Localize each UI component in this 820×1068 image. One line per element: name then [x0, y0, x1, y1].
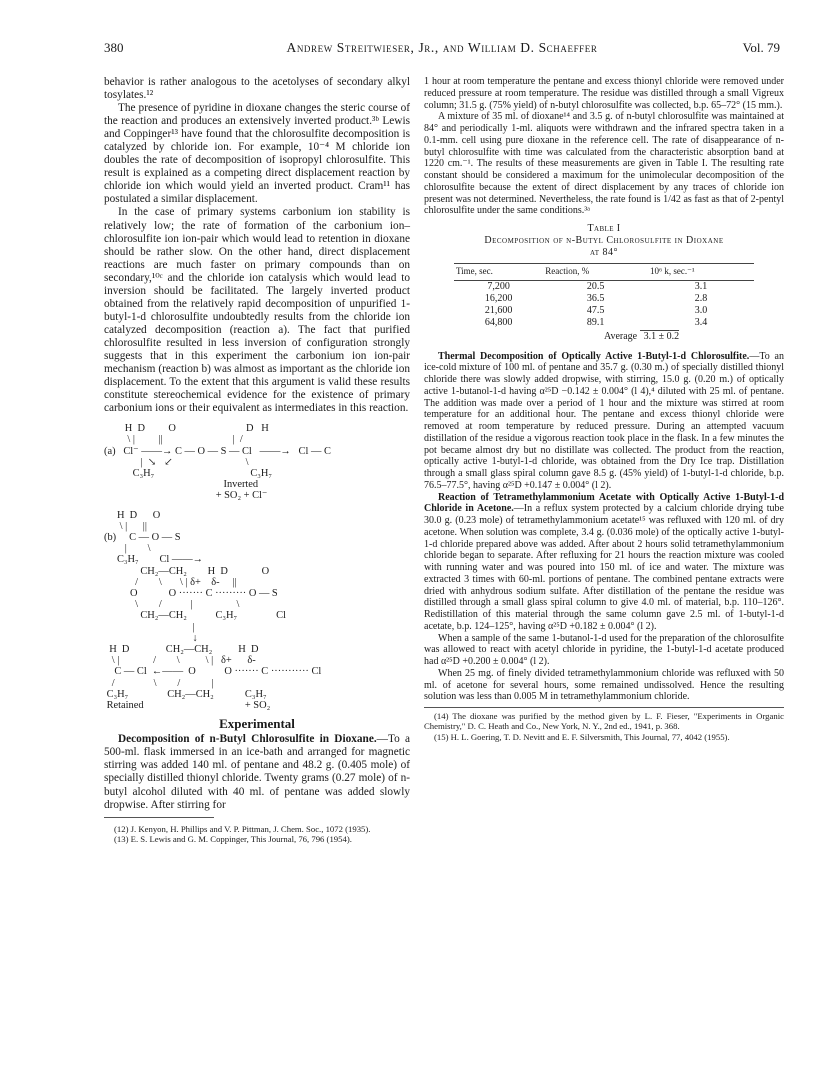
- paragraph: behavior is rather analogous to the acetolyses of secondary alkyl tosylates.¹²: [104, 76, 410, 102]
- table-caption: Decomposition of n-Butyl Chlorosulfite in Dioxane: [484, 235, 724, 246]
- paragraph-text: —In a reflux system protected by a calcium chloride drying tube 30.0 g. (0.23 mole) of tetramethylammonium acetate¹⁵ was refluxed with 120 ml. of dry acetone. When solution was complete, 3.4 g. (0.036 mole) of the optically active 1-butyl-1-d chloride prepared above was added. After about 2 hours solid tetramethylammonium chloride began to separate. After refluxing for 21 hours the reaction mixture was cooled with running water and was poured into 150 ml. of ice and water. The mixture was extracted 3 times with 60-ml. portions of pentane. The combined pentane extracts were dried with anhydrous sodium sulfate. After distillation of the pentane the residue was distilled through a small glass spiral column to give 4.0 ml. of material, b.p. 110–126°. Redistillation of this material through the same column gave 2.5 ml. of 1-butyl-1-d acetate, b.p. 124–125°, having α²⁵D +0.182 ± 0.004° (l 2).: [424, 503, 784, 632]
- average-value: 3.1 ± 0.2: [640, 330, 680, 342]
- footnote: (12) J. Kenyon, H. Phillips and V. P. Pittman, J. Chem. Soc., 1072 (1935).: [114, 823, 371, 834]
- reaction-scheme-b: [104, 510, 410, 712]
- footnote-rule: [104, 817, 214, 818]
- column-header: Time, sec.: [454, 264, 543, 281]
- paragraph-heading: Reaction of Tetramethylammonium Acetate with Optically Active 1-Butyl-1-d Chloride in Acetone.: [424, 491, 784, 515]
- paragraph: The presence of pyridine in dioxane changes the steric course of the reaction and produces an extensively inverted product.³ᵇ Lewis and Coppinger¹³ have found that the chlorosulfite decomposition is catalyzed by chloride ion. For example, 10⁻⁴ M chloride ion doubles the rate of decomposition of isopropyl chlorosulfite. This result is explained as a competing direct displacement reaction by chloride ion which would yield an inverted product. Cram¹¹ has postulated a similar displacement.: [104, 102, 410, 206]
- section-title: Experimental: [219, 716, 295, 732]
- table-cell: 3.0: [694, 304, 708, 316]
- running-header: [104, 40, 780, 58]
- table-cell: 3.4: [694, 316, 708, 328]
- paragraph: A mixture of 35 ml. of dioxane¹⁴ and 3.5 g. of n-butyl chlorosulfite was maintained at 84° and periodically 1-ml. aliquots were withdrawn and the infrared spectra taken in a 0.1-mm. cell using pure dioxane in the reference cell. The rate of disappearance of n-butyl chlorosulfite with time was calculated from the characteristic absorption band at 1220 cm.⁻¹. The results of these measurements are given in Table I. The resulting rate constant should be considered a maximum for the unimolecular decomposition of the chlorosulfite because the extent of direct displacement by any traces of chloride ion present was not determined. Nevertheless, the rate found is 1/42 as fast as that of 2-pentyl chlorosulfite under the same conditions.³ᵃ: [424, 111, 784, 217]
- footnote: (15) H. L. Goering, T. D. Nevitt and E. F. Silversmith, This Journal, 77, 4042 (1955).: [434, 731, 730, 742]
- table-row: [454, 305, 754, 317]
- paragraph: 1 hour at room temperature the pentane and excess thionyl chloride were removed under reduced pressure at room temperature. The residue was distilled through a small Vigreux column; 31.5 g. (75% yield) of n-butyl chlorosulfite was collected, b.p. 65–72° (15 mm.).: [424, 76, 784, 111]
- header-authors: Andrew Streitwieser, Jr., and William D. Schaeffer: [286, 40, 598, 55]
- header-volume: Vol. 79: [742, 40, 780, 55]
- column-header: 10⁶ k, sec.⁻¹: [648, 264, 754, 281]
- table-cell: 16,200: [484, 292, 513, 304]
- average-label: Average: [604, 330, 638, 342]
- reaction-scheme-a: [104, 423, 410, 501]
- paragraph-heading: Thermal Decomposition of Optically Active 1-Butyl-1-d Chlorosulfite.: [438, 350, 750, 362]
- column-header: Reaction, %: [543, 264, 648, 281]
- table-cell: 2.8: [694, 292, 708, 304]
- table-cell: 36.5: [586, 292, 605, 304]
- table-cell: 7,200: [487, 280, 510, 292]
- paragraph: [424, 492, 784, 633]
- paragraph-text: —To an ice-cold mixture of 100 ml. of pentane and 35.7 g. (0.30 m.) of specially distilled thionyl chloride there was slowly added dropwise, with stirring, 15.0 g. (0.20 m.) of optically active 1-butanol-1-d having α²⁵D −0.142 ± 0.004° (l 4),⁴ diluted with 25 ml. of pentane. The addition was made over a period of 1 hour and the mixture was stirred at room temperature for an additional hour. The pentane and excess thionyl chloride were removed at room temperature by reduced pressure. During an attempted vacuum distillation of the residue a vigorous reaction took place in the flask. In a few minutes the pot became almost dry but no distillate was collected. The product from the reaction, optically active 1-butyl-1-d chloride, was obtained from the Dry Ice trap. Distillation through a small glass spiral column gave 8.5 g. (45% yield) of 1-butyl-1-d chloride, b.p. 76.5–77.5°, having α²⁵D +0.147 ± 0.004° (l 2).: [424, 350, 784, 491]
- table-cell: 20.5: [586, 280, 605, 292]
- paragraph: When a sample of the same 1-butanol-1-d used for the preparation of the chlorosulfite was allowed to react with acetyl chloride in pyridine, the 1-butyl-1-d acetate produced had α²⁵D +0.200 ± 0.004° (l 2).: [424, 632, 784, 667]
- table-row: [454, 317, 754, 329]
- table-header-row: [454, 264, 754, 281]
- table-average: [604, 331, 784, 343]
- left-column: [104, 76, 410, 844]
- table-cell: 64,800: [484, 316, 513, 328]
- table-label: Table I: [587, 223, 621, 234]
- scheme-a-text: H D O D H \ | || | / (a) Cl⁻ ——→ C — O — S — Cl ——→ Cl — C | ↘ ↙ \ C₃H₇ C₃H₇ Inverted + SO₂ + Cl⁻: [104, 423, 331, 502]
- footnote: (13) E. S. Lewis and G. M. Coppinger, This Journal, 76, 796 (1954).: [114, 833, 352, 844]
- footnotes: [424, 707, 784, 742]
- paragraph: [424, 351, 784, 492]
- paragraph-text: —To a 500-ml. flask immersed in an ice-bath and arranged for magnetic stirring was added 140 ml. of pentane and 48.2 g. (0.405 mole) of specially distilled thionyl chloride. Twenty grams (0.27 mole) of n-butyl alcohol diluted with 40 ml. of pentane was added slowly dropwise. After stirring for: [104, 733, 410, 811]
- table-cell: 21,600: [484, 304, 513, 316]
- footnotes: [104, 824, 410, 845]
- footnote: (14) The dioxane was purified by the method given by L. F. Fieser, "Experiments in Organic Chemistry," D. C. Heath and Co., New York, N. Y., 2nd ed., 1941, p. 368.: [424, 711, 784, 732]
- right-column: [424, 76, 784, 742]
- paragraph: [104, 733, 410, 811]
- paragraph: In the case of primary systems carbonium ion stability is relatively low; the rate of formation of the carbonium ion–chlorosulfite ion ion-pair which would lead to retention in dioxane should be rather slow. On the other hand, direct displacement reactions are much faster on primary compounds than on secondary,¹⁰ᶜ and the chloride ion catalysis which would lead to inversion should be facilitated. The largely inverted product obtained from the relatively rapid decomposition of unpurified 1-butyl-1-d chlorosulfite undoubtedly results from the chloride ion catalyzed decomposition (reaction a). The fact that purified chlorosulfite resulted in less inversion of configuration strongly suggests that in this experiment the carbonium ion ion-pair mechanism (reaction b) was almost as important as the chloride ion displacement. To the extent that this argument is valid these results constitute stereochemical evidence for the existence of primary carbonium ions or their equivalent as intermediates in this reaction.: [104, 206, 410, 415]
- table-cell: 89.1: [586, 316, 605, 328]
- paragraph: When 25 mg. of finely divided tetramethylammonium chloride was refluxed with 50 ml. of acetone for several hours, some remained undissolved. Hence the resulting solution was less than 0.005 M in tetramethylammonium chloride.: [424, 667, 784, 703]
- table-cell: 47.5: [586, 304, 605, 316]
- data-table: [454, 263, 754, 329]
- page-number: 380: [104, 40, 124, 55]
- paragraph-heading: Decomposition of n-Butyl Chlorosulfite in Dioxane.: [118, 733, 377, 746]
- scheme-b-text: H D O \ | || (b) C — O — S | \ C₃H₇ Cl ——→ CH₂—CH₂ H D O / \ \ | δ+ δ- || O O ······· C ········· O — S \ / | \ CH₂—CH₂ C₃H₇ Cl | ↓ H D CH₂—CH₂ H D \ | / \ \ | δ+ δ- C — Cl ←—— O O ······· C ··········· Cl / \ / | C₃H₇ CH₂—CH₂ C₃H₇ Retained + SO₂: [104, 509, 322, 712]
- table-row: [454, 280, 754, 293]
- table-caption-sub: at 84°: [589, 247, 619, 258]
- table-row: [454, 293, 754, 305]
- table-cell: 3.1: [694, 280, 708, 292]
